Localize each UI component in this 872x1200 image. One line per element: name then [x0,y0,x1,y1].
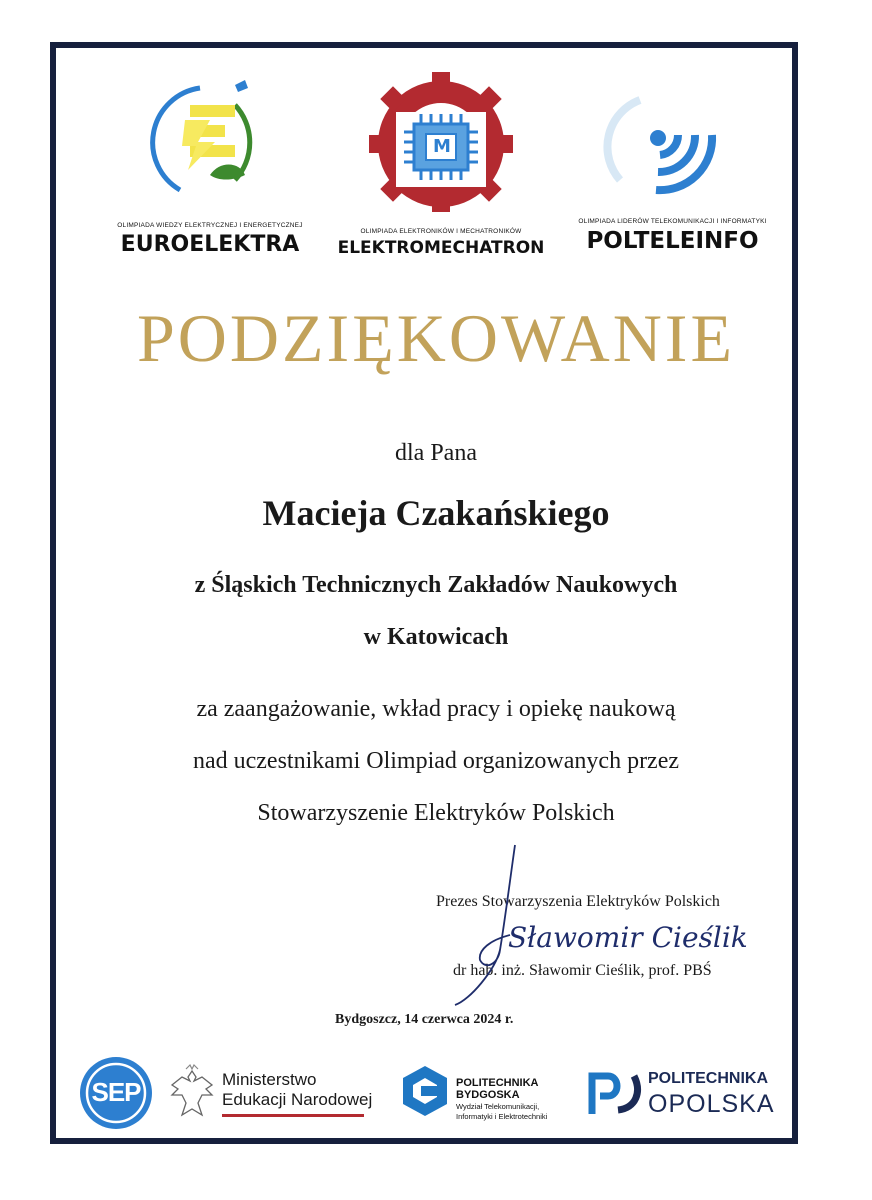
euroelektra-subtitle: OLIMPIADA WIEDZY ELEKTRYCZNEJ I ENERGETYCZNEJ [117,222,303,229]
body-line-3: Stowarzyszenie Elektryków Polskich [257,800,615,826]
euroelektra-emblem-icon [140,80,270,205]
body-line-2: nad uczestnikami Olimpiad organizowanych przez [192,748,680,774]
signatory-role: Prezes Stowarzyszenia Elektryków Polskich [436,893,720,910]
signal-waves-icon [600,90,730,205]
signatory-name: dr hab. inż. Sławomir Cieślik, prof. PBŚ [453,962,712,979]
recipient-name: Macieja Czakańskiego [262,493,610,533]
po-name-1: POLITECHNIKA [648,1070,768,1087]
sep-logo [78,1055,154,1131]
men-name-line-1: Ministerstwo [222,1070,317,1089]
elektromechatron-subtitle: OLIMPIADA ELEKTRONIKÓW I MECHATRONIKÓW [360,228,522,235]
body-line-1: za zaangażowanie, wkład pracy i opiekę naukową [196,696,676,722]
pbs-name-1: POLITECHNIKA [456,1077,539,1089]
salutation: dla Pana [395,440,477,466]
po-emblem-icon [588,1070,646,1116]
chip-letter: M [433,136,451,157]
institution-line-2: w Katowicach [363,624,509,650]
pbs-sub-1: Wydział Telekomunikacji, [456,1102,540,1111]
men-name-line-2: Edukacji Narodowej [222,1090,373,1109]
euroelektra-logo [105,80,315,260]
euroelektra-name: EUROELEKTRA [120,232,300,257]
handwritten-signature [450,840,748,1010]
polish-eagle-icon [168,1065,216,1121]
men-underline [222,1114,364,1117]
polteleinfo-logo [560,90,785,260]
signature-text: Sławomir Cieślik [508,921,748,954]
pbs-sub-2: Informatyki i Elektrotechniki [456,1112,548,1121]
pbs-name-2: BYDGOSKA [456,1089,520,1101]
place-date: Bydgoszcz, 14 czerwca 2024 r. [335,1012,514,1027]
polteleinfo-name: POLTELEINFO [586,228,759,254]
po-name-2: OPOLSKA [648,1090,775,1118]
polteleinfo-subtitle: OLIMPIADA LIDERÓW TELEKOMUNIKACJI I INFORMATYKI [578,218,767,225]
elektromechatron-name: ELEKTROMECHATRON [337,238,545,258]
sep-text: SEP [91,1077,141,1107]
elektromechatron-logo [330,72,552,262]
pbs-emblem-icon [400,1064,450,1118]
institution-line-1: z Śląskich Technicznych Zakładów Naukowych [194,572,678,598]
certificate-title: PODZIĘKOWANIE [136,300,735,376]
